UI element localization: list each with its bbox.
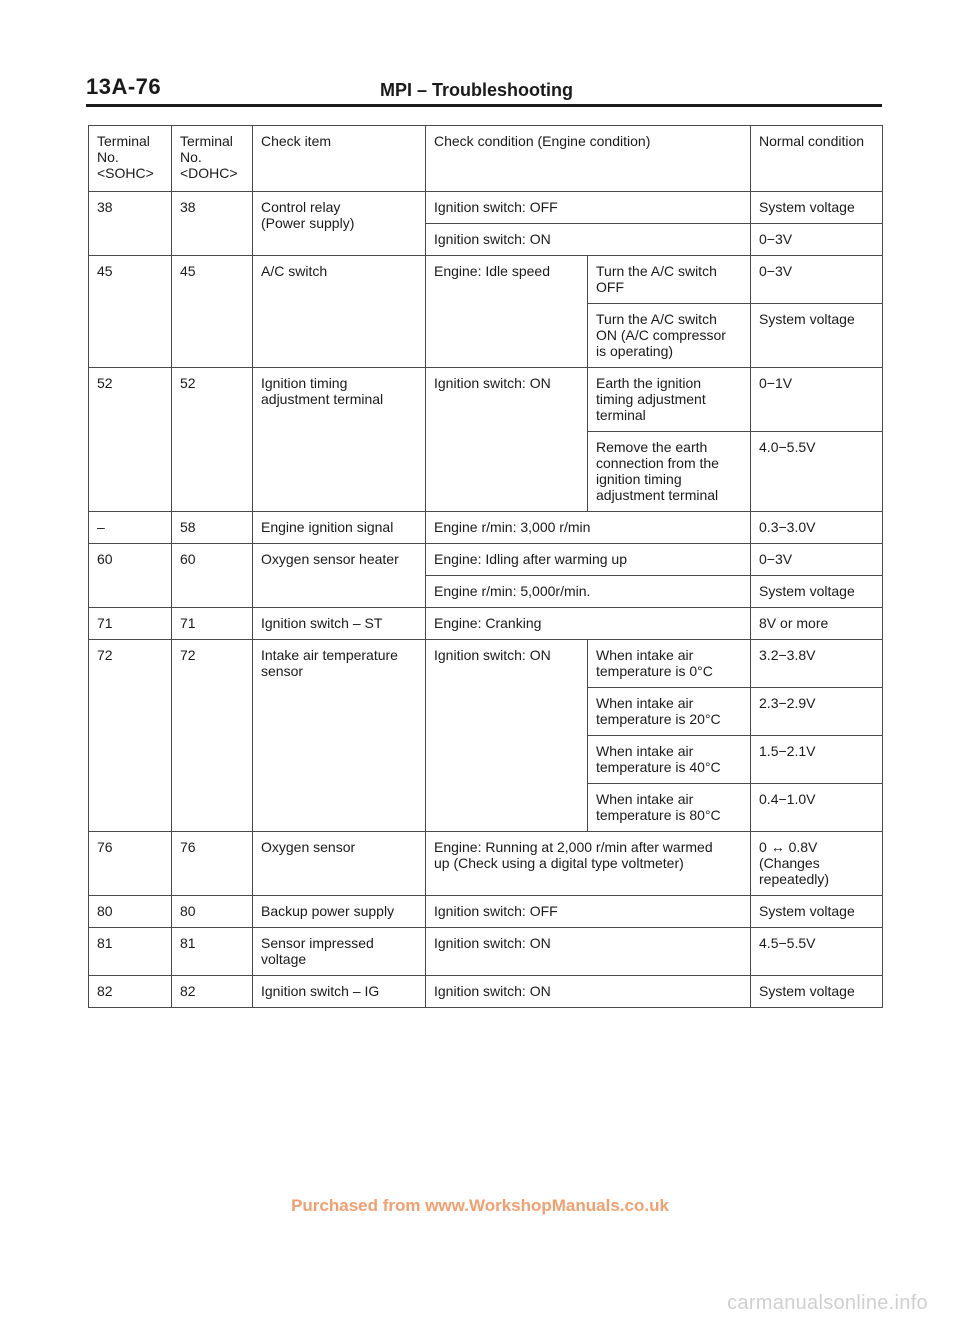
terminal-sohc-cell: 45 (89, 256, 172, 368)
sub-condition-cell: Remove the earth connection from the ignition timing adjustment terminal (588, 432, 751, 512)
normal-condition-cell: 0−3V (751, 544, 883, 576)
check-item-cell: A/C switch (253, 256, 426, 368)
watermark: carmanualsonline.info (727, 1292, 928, 1314)
terminal-dohc-cell: 52 (172, 368, 253, 512)
normal-condition-cell: 4.5−5.5V (751, 928, 883, 976)
check-item-cell: Control relay (Power supply) (253, 192, 426, 256)
normal-condition-cell: System voltage (751, 896, 883, 928)
check-item-cell: Engine ignition signal (253, 512, 426, 544)
sub-condition-cell: When intake air temperature is 0°C (588, 640, 751, 688)
check-item-cell: Ignition switch – IG (253, 976, 426, 1008)
check-condition-cell: Ignition switch: OFF (426, 896, 751, 928)
normal-condition-cell: 0 ↔ 0.8V (Changes repeatedly) (751, 832, 883, 896)
normal-condition-cell: 0−3V (751, 224, 883, 256)
check-item-cell: Ignition timing adjustment terminal (253, 368, 426, 512)
check-item-cell: Intake air temperature sensor (253, 640, 426, 832)
terminal-dohc-cell: 38 (172, 192, 253, 256)
column-header: Normal condition (751, 126, 883, 192)
terminal-dohc-cell: 81 (172, 928, 253, 976)
purchase-note: Purchased from www.WorkshopManuals.co.uk (291, 1196, 669, 1215)
check-condition-cell: Ignition switch: ON (426, 976, 751, 1008)
check-condition-cell: Ignition switch: ON (426, 928, 751, 976)
terminal-sohc-cell: 38 (89, 192, 172, 256)
table-header-row (89, 126, 883, 192)
table-row (89, 976, 883, 1008)
terminal-dohc-cell: 58 (172, 512, 253, 544)
normal-condition-cell: System voltage (751, 976, 883, 1008)
page-number: 13A-76 (86, 74, 162, 99)
normal-condition-cell: 0−1V (751, 368, 883, 432)
table-row (89, 192, 883, 224)
terminal-sohc-cell: 60 (89, 544, 172, 608)
normal-condition-cell: 1.5−2.1V (751, 736, 883, 784)
table-row (89, 832, 883, 896)
terminal-check-table-container (88, 125, 882, 1008)
table-row (89, 640, 883, 688)
normal-condition-cell: 8V or more (751, 608, 883, 640)
check-condition-cell: Engine: Running at 2,000 r/min after warmed up (Check using a digital type voltmeter) (426, 832, 751, 896)
check-condition-cell: Ignition switch: ON (426, 640, 588, 832)
check-condition-cell: Engine r/min: 5,000r/min. (426, 576, 751, 608)
column-header: Terminal No. <DOHC> (172, 126, 253, 192)
check-item-cell: Backup power supply (253, 896, 426, 928)
check-condition-cell: Engine r/min: 3,000 r/min (426, 512, 751, 544)
normal-condition-cell: 0−3V (751, 256, 883, 304)
normal-condition-cell: 0.3−3.0V (751, 512, 883, 544)
column-header: Terminal No. <SOHC> (89, 126, 172, 192)
terminal-sohc-cell: 52 (89, 368, 172, 512)
terminal-dohc-cell: 76 (172, 832, 253, 896)
terminal-sohc-cell: 80 (89, 896, 172, 928)
check-item-cell: Sensor impressed voltage (253, 928, 426, 976)
table-row (89, 512, 883, 544)
terminal-dohc-cell: 80 (172, 896, 253, 928)
column-header: Check condition (Engine condition) (426, 126, 751, 192)
terminal-sohc-cell: 82 (89, 976, 172, 1008)
column-header: Check item (253, 126, 426, 192)
terminal-sohc-cell: 81 (89, 928, 172, 976)
terminal-dohc-cell: 60 (172, 544, 253, 608)
terminal-sohc-cell: 76 (89, 832, 172, 896)
terminal-sohc-cell: 72 (89, 640, 172, 832)
terminal-sohc-cell: 71 (89, 608, 172, 640)
terminal-dohc-cell: 71 (172, 608, 253, 640)
sub-condition-cell: When intake air temperature is 80°C (588, 784, 751, 832)
terminal-check-table (88, 125, 883, 1008)
terminal-dohc-cell: 82 (172, 976, 253, 1008)
check-item-cell: Oxygen sensor (253, 832, 426, 896)
normal-condition-cell: System voltage (751, 304, 883, 368)
check-condition-cell: Engine: Idling after warming up (426, 544, 751, 576)
normal-condition-cell: 0.4−1.0V (751, 784, 883, 832)
table-row (89, 256, 883, 304)
normal-condition-cell: 2.3−2.9V (751, 688, 883, 736)
table-body (89, 192, 883, 1008)
sub-condition-cell: Turn the A/C switch ON (A/C compressor is operating) (588, 304, 751, 368)
header-rule (86, 104, 882, 107)
table-row (89, 896, 883, 928)
terminal-dohc-cell: 72 (172, 640, 253, 832)
table-row (89, 608, 883, 640)
check-condition-cell: Engine: Cranking (426, 608, 751, 640)
check-item-cell: Oxygen sensor heater (253, 544, 426, 608)
terminal-sohc-cell: – (89, 512, 172, 544)
table-row (89, 928, 883, 976)
page-title: MPI – Troubleshooting (380, 80, 573, 100)
normal-condition-cell: System voltage (751, 576, 883, 608)
check-condition-cell: Ignition switch: ON (426, 368, 588, 512)
sub-condition-cell: Earth the ignition timing adjustment terminal (588, 368, 751, 432)
check-condition-cell: Ignition switch: ON (426, 224, 751, 256)
table-row (89, 544, 883, 576)
normal-condition-cell: 3.2−3.8V (751, 640, 883, 688)
check-condition-cell: Ignition switch: OFF (426, 192, 751, 224)
normal-condition-cell: System voltage (751, 192, 883, 224)
sub-condition-cell: When intake air temperature is 40°C (588, 736, 751, 784)
table-row (89, 368, 883, 432)
terminal-dohc-cell: 45 (172, 256, 253, 368)
sub-condition-cell: Turn the A/C switch OFF (588, 256, 751, 304)
sub-condition-cell: When intake air temperature is 20°C (588, 688, 751, 736)
check-item-cell: Ignition switch – ST (253, 608, 426, 640)
normal-condition-cell: 4.0−5.5V (751, 432, 883, 512)
check-condition-cell: Engine: Idle speed (426, 256, 588, 368)
